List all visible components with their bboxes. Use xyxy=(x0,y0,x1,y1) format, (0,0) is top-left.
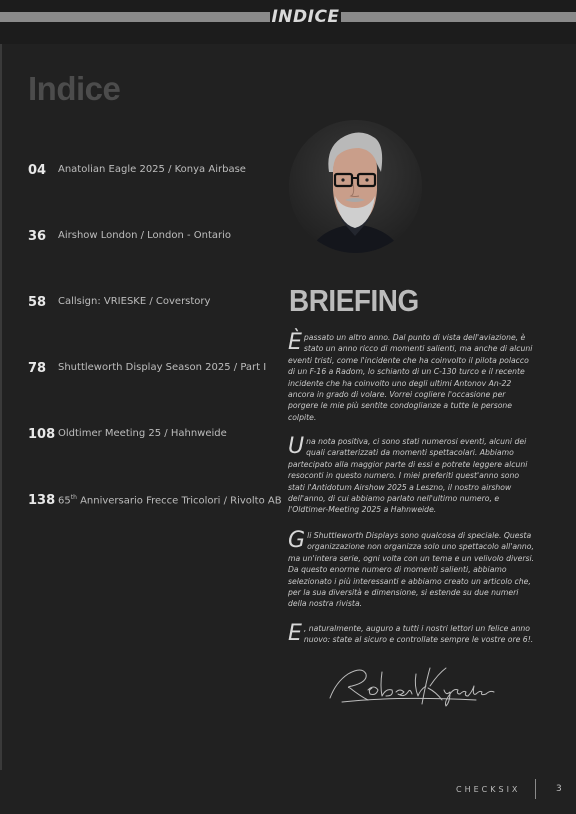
author-signature xyxy=(326,660,498,710)
drop-cap: È xyxy=(288,330,302,355)
index-title: Indice xyxy=(28,70,121,107)
header-bar xyxy=(0,0,576,44)
toc-title: Shuttleworth Display Season 2025 / Part I xyxy=(58,362,267,373)
footer-separator xyxy=(535,779,536,799)
toc-page-number: 78 xyxy=(28,361,47,376)
left-border-line xyxy=(0,44,2,770)
briefing-title: BRIEFING xyxy=(289,283,419,318)
header-title: INDICE xyxy=(271,7,340,27)
header-rule-right xyxy=(341,12,576,22)
toc-title: 65th Anniversario Frecce Tricolori / Rivolto AB xyxy=(58,494,282,507)
drop-cap: U xyxy=(288,434,305,459)
drop-cap: E xyxy=(288,621,302,646)
paragraph-text: na nota positiva, ci sono stati numerosi eventi, alcuni dei quali caratterizzati da momenti spettacolari. Abbiamo partecipato alla maggior parte di essi e potrete leggere alcuni resoconti in questo numero. I miei preferiti quest'anno sono stati l'Antidotum Airshow 2025 a Leszno, il nostro airshow dell'anno, di cui abbiamo parlato nell'ultimo numero, e l'Oldtimer-Meeting 2025 a Hahnweide. xyxy=(288,437,528,515)
toc-page-number: 04 xyxy=(28,163,47,178)
author-portrait xyxy=(289,120,422,253)
toc-title: Oldtimer Meeting 25 / Hahnweide xyxy=(58,428,227,439)
briefing-paragraph xyxy=(288,530,538,610)
signature-drawing xyxy=(326,660,498,710)
footer-brand: CHECKSIX xyxy=(456,785,521,794)
drop-cap: G xyxy=(288,528,306,553)
briefing-paragraph xyxy=(288,436,538,516)
toc-title: Airshow London / London - Ontario xyxy=(58,230,232,241)
toc-page-number: 36 xyxy=(28,229,47,244)
header-rule-left xyxy=(0,12,270,22)
paragraph-text: , naturalmente, auguro a tutti i nostri lettori un felice anno nuovo: state al sicuro e controllate sempre le vostre ore 6!. xyxy=(303,624,534,645)
toc-page-number: 138 xyxy=(28,493,56,508)
footer-page-number: 3 xyxy=(556,784,562,794)
toc-title: Anatolian Eagle 2025 / Konya Airbase xyxy=(58,164,246,175)
toc-page-number: 108 xyxy=(28,427,56,442)
author-portrait-illustration xyxy=(289,120,422,253)
paragraph-text: passato un altro anno. Dal punto di vista dell'aviazione, è stato un anno ricco di momenti salienti, ma anche di alcuni eventi tristi, come l'incidente che ha coinvolto il pilota polacco di un F-16 a Radom, lo schianto di un C-130 turco e il recente incidente che ha coinvolto uno degli ultimi Antonov An-22 ancora in grado di volare. Vorrei cogliere l'occasione per porgere le mie più sentite condoglianze a tutte le persone colpite. xyxy=(288,333,533,422)
paragraph-text: li Shuttleworth Displays sono qualcosa di speciale. Questa organizzazione non organizza solo uno spettacolo all'anno, ma un'intera serie, ogni volta con un tema e un velivolo diversi. Da questo enorme numero di momenti salienti, abbiamo selezionato i più interessanti e abbiamo creato un articolo che, per la sua diversità e dimensione, si estende su due numeri della nostra rivista. xyxy=(288,531,535,609)
briefing-paragraph xyxy=(288,332,538,423)
toc-page-number: 58 xyxy=(28,295,47,310)
briefing-paragraph xyxy=(288,623,538,646)
toc-title: Callsign: VRIESKE / Coverstory xyxy=(58,296,211,307)
